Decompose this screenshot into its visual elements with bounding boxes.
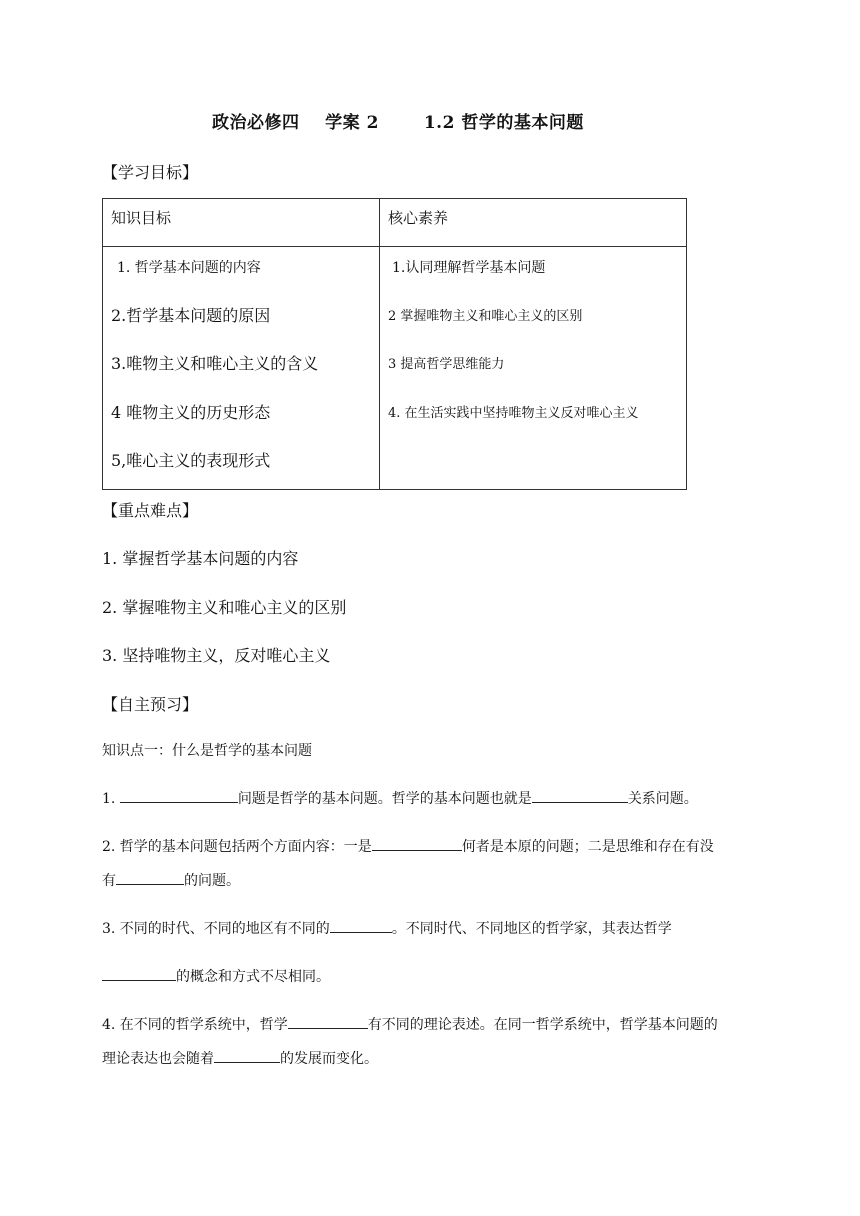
knowledge-item: 4 唯物主义的历史形态 (111, 403, 271, 422)
answer-blank[interactable] (116, 870, 184, 885)
knowledge-item: 5,唯心主义的表现形式 (111, 451, 271, 470)
question-text: 。不同时代、不同地区的哲学家，其表达哲学 (391, 921, 672, 937)
answer-blank[interactable] (288, 1014, 368, 1029)
answer-blank[interactable] (372, 836, 462, 851)
section-heading-preview: 【自主预习】 (102, 695, 199, 714)
answer-blank[interactable] (120, 788, 238, 803)
table-cell-core (380, 247, 687, 490)
question-text: 何者是本原的问题；二是思维和存在有没 (461, 839, 714, 855)
question-2-cont (102, 870, 240, 890)
question-text: 4. 在不同的哲学系统中，哲学 (102, 1017, 288, 1033)
answer-blank[interactable] (102, 966, 176, 981)
question-3 (102, 918, 672, 938)
key-point: 3. 坚持唯物主义，反对唯心主义 (102, 646, 331, 665)
question-text: 有 (102, 873, 116, 889)
key-point: 2. 掌握唯物主义和唯心主义的区别 (102, 598, 347, 617)
goals-table (102, 198, 687, 490)
table-cell-knowledge (103, 247, 380, 490)
core-item: 2 掌握唯物主义和唯心主义的区别 (388, 309, 583, 324)
core-item: 3 提高哲学思维能力 (388, 357, 505, 372)
section-heading-goals: 【学习目标】 (102, 163, 199, 182)
question-text: 1. (102, 791, 120, 807)
knowledge-point-title: 知识点一：什么是哲学的基本问题 (102, 743, 312, 759)
question-text: 问题是哲学的基本问题。哲学的基本问题也就是 (237, 791, 532, 807)
question-1 (102, 788, 698, 808)
question-text: 2. 哲学的基本问题包括两个方面内容：一是 (102, 839, 372, 855)
question-text: 3. 不同的时代、不同的地区有不同的 (102, 921, 330, 937)
question-4-cont (102, 1048, 378, 1068)
question-text: 的概念和方式不尽相同。 (176, 969, 330, 985)
core-item: 4. 在生活实践中坚持唯物主义反对唯心主义 (388, 406, 639, 421)
answer-blank[interactable] (330, 918, 392, 933)
table-header-knowledge: 知识目标 (103, 199, 380, 247)
answer-blank[interactable] (214, 1048, 280, 1063)
knowledge-item: 2.哲学基本问题的原因 (111, 306, 271, 325)
question-text: 有不同的理论表述。在同一哲学系统中，哲学基本问题的 (367, 1017, 718, 1033)
question-3-cont (102, 966, 330, 986)
key-point: 1. 掌握哲学基本问题的内容 (102, 549, 299, 568)
question-text: 理论表达也会随着 (102, 1051, 214, 1067)
question-2 (102, 836, 714, 856)
question-text: 的问题。 (184, 873, 240, 889)
knowledge-item: 1. 哲学基本问题的内容 (117, 260, 261, 276)
page-title: 政治必修四 学案 2 1.2 哲学的基本问题 (212, 113, 584, 133)
question-text: 关系问题。 (627, 791, 698, 807)
table-header-core: 核心素养 (380, 199, 687, 247)
core-item: 1.认同理解哲学基本问题 (392, 260, 546, 276)
answer-blank[interactable] (532, 788, 628, 803)
section-heading-key: 【重点难点】 (102, 501, 199, 520)
question-text: 的发展而变化。 (280, 1051, 378, 1067)
question-4 (102, 1014, 718, 1034)
knowledge-item: 3.唯物主义和唯心主义的含义 (111, 354, 319, 373)
